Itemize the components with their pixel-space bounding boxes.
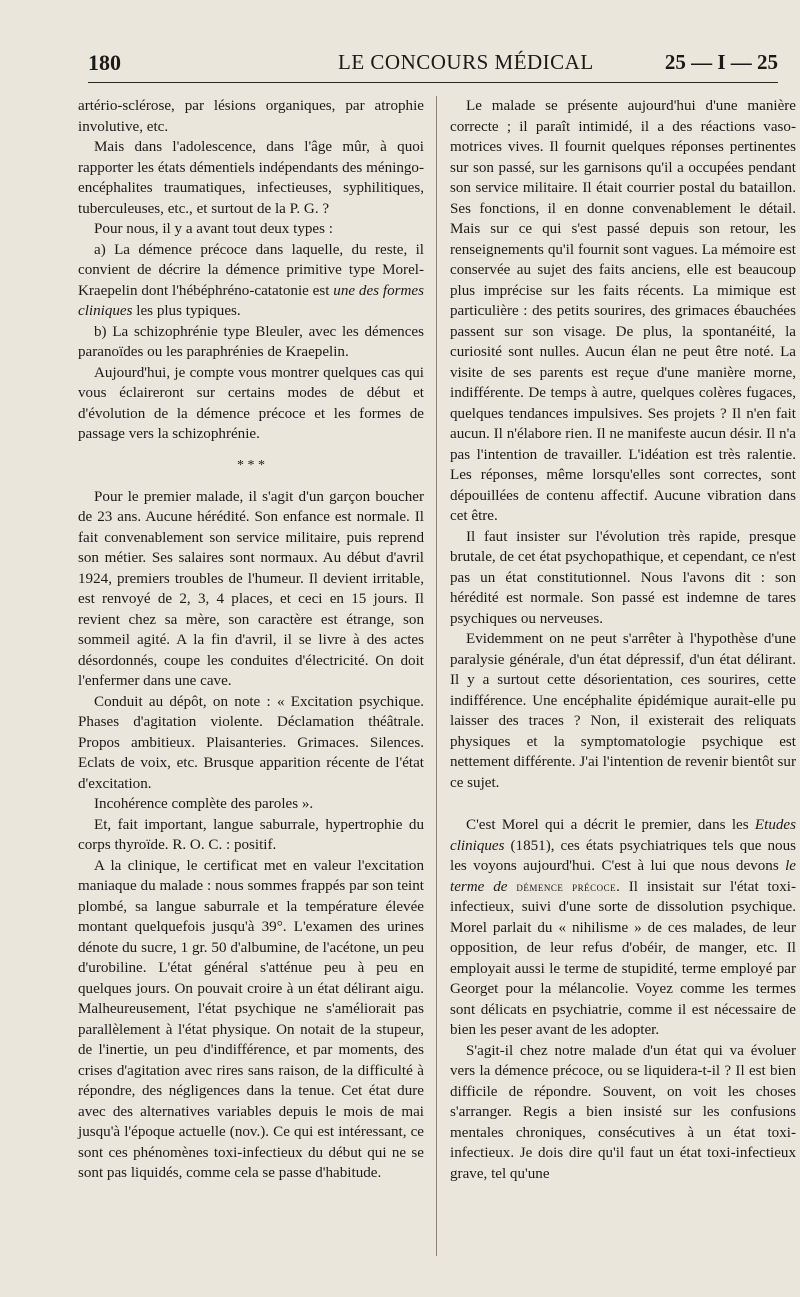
- paragraph: Pour nous, il y a avant tout deux types :: [94, 221, 333, 237]
- page-header: [88, 48, 778, 83]
- left-column: [78, 96, 424, 1184]
- section-separator: * * *: [237, 457, 265, 473]
- paragraph: Mais dans l'adolescence, dans l'âge mûr, à quoi rapporter les états démentiels indépendants des méningo-encéphalites traumatiques, infectieuses, syphilitiques, tuberculeuses, etc., et surtout de la P. G. ?: [78, 139, 424, 217]
- paragraph: Conduit au dépôt, on note : « Excitation psychique. Phases d'agitation violente. Déclamation théâtrale. Propos ambitieux. Plaisanteries. Grimaces. Silences. Eclats de voix, etc. Brusque apparition récente de l'état d'excitation.: [78, 693, 424, 792]
- paragraph: Le malade se présente aujourd'hui d'une manière correcte ; il paraît intimidé, il a des réactions vaso-motrices vives. Il fournit quelques réponses pertinentes sur son passé, sur les garnisons qu'il a occupées pendant son service militaire. Il était courrier postal du bataillon. Ses fonctions, il en donne convenablement le détail. Mais sur ce qui s'est passé depuis son retour, les renseignements qu'il fournit sont vagues. La mémoire est conservée au sujet des faits anciens, elle est beaucoup plus imprécise sur les faits récents. La mimique est particulière : des petits sourires, des grimaces ébauchées passent sur son visage. De plus, la spontanéité, la curiosité sont nulles. Aucun élan ne peut être noté. La visite de ses parents est reçue d'une manière morne, indifférente. De temps à autre, quelques colères fugaces, quelques tendances impulsives. Ses projets ? Il n'en fait aucun. Il n'élabore rien. Il ne manifeste aucun désir. Il n'a pas l'intention de travailler. L'idéation est très ralentie. Les réponses, même lorsqu'elles sont correctes, sont dépouillées de contenu affectif. Aucune vibration dans cet être.: [450, 98, 796, 524]
- paragraph: b) La schizophrénie type Bleuler, avec les démences paranoïdes ou les paraphrénies de Kraepelin.: [78, 323, 424, 360]
- journal-title: LE CONCOURS MÉDICAL: [338, 50, 594, 74]
- page-number: 180: [88, 50, 121, 75]
- paragraph: S'agit-il chez notre malade d'un état qui va évoluer vers la démence précoce, ou se liquidera-t-il ? Il est bien difficile de répondre. Souvent, on voit les choses s'arranger. Regis a bien insisté sur les confusions mentales chroniques, consécutives à un état toxi-infectieux. Je dois dire qu'il faut un état toxi-infectieux grave, tel qu'une: [450, 1042, 796, 1182]
- paragraph: a) La démence précoce dans laquelle, du reste, il convient de décrire la démence primitive type Morel-Kraepelin dont l'hébéphréno-catatonie est une des formes cliniques les plus typiques.: [78, 241, 424, 319]
- paragraph: Incohérence complète des paroles ».: [94, 796, 314, 812]
- paragraph: artério-sclérose, par lésions organiques, par atrophie involutive, etc.: [78, 98, 424, 135]
- issue-date: 25 — I — 25: [664, 50, 778, 74]
- paragraph: Aujourd'hui, je compte vous montrer quelques cas qui vous éclaireront sur certains modes de début et d'évolution de la démence précoce et les formes de passage vers la schizophrénie.: [78, 364, 424, 442]
- paragraph: C'est Morel qui a décrit le premier, dans les Etudes cliniques (1851), ces états psychiatriques tels que nous les voyons aujourd'hui. C'est à lui que nous devons le terme de démence précoce. Il insistait sur l'état toxi-infectieux, suivi d'une sorte de dissolution psychique. Morel parlait du « nihilisme » de ces malades, de leur opposition, de leur refus d'obéir, de manger, etc. Il employait aussi le terme de stupidité, terme employé par Georget pour la mélancolie. Voyez comme les termes sont délicats en psychiatrie, comme il est nécessaire de bien les peser avant de les adopter.: [450, 817, 796, 1038]
- paragraph: Pour le premier malade, il s'agit d'un garçon boucher de 23 ans. Aucune hérédité. Son enfance est normale. Il fait convenablement son service militaire, puis reprend son métier. Ses salaires sont normaux. Au début d'avril 1924, premiers troubles de l'humeur. Il devient irritable, est renvoyé de 2, 3, 4 places, et ceci en 15 jours. Il revient chez sa mère, son caractère est étrange, son sommeil agité. A la fin d'avril, il se livre à des actes désordonnés, coupe les conduites d'électricité. On doit l'enfermer dans une cave.: [78, 488, 424, 689]
- right-column: [450, 96, 796, 1184]
- paragraph: Il faut insister sur l'évolution très rapide, presque brutale, de cet état psychopathique, et cependant, ce n'est pas un état constitutionnel. Nous l'avons dit : son hérédité est normale. Son passé est indemne de tares psychiques ou nerveuses.: [450, 528, 796, 627]
- paragraph: Et, fait important, langue saburrale, hypertrophie du corps thyroïde. R. O. C. : positif.: [78, 816, 424, 853]
- paragraph: Evidemment on ne peut s'arrêter à l'hypothèse d'une paralysie générale, d'un état dépressif, d'un état délirant. Il y a surtout cette désorientation, ces sourires, cette indifférence. Une encéphalite épidémique aurait-elle pu laisser des traces ? Non, il existerait des reliquats physiques et la symptomatologie psychique est nettement différente. J'ai l'intention de revenir bientôt sur ce sujet.: [450, 631, 796, 791]
- paragraph: A la clinique, le certificat met en valeur l'excitation maniaque du malade : nous sommes frappés par son teint plombé, sa langue saburrale et la température élevée montant quelquefois jusqu'à 39°. L'examen des urines dénote du sucre, 1 gr. 50 d'albumine, de l'acétone, un peu d'urobiline. L'état général s'atténue peu à peu en quelques jours. On pouvait croire à un état délirant aigu. Malheureusement, l'état psychique ne s'améliorait pas parallèlement à l'état physique. On notait de la stupeur, de l'inertie, un peu d'indifférence, et par moments, des crises d'agitation avec rires sans raison, de la difficulté à répondre, des négligences dans la tenue. Cet état dure avec des alternatives variables depuis le mois de mai jusqu'à l'époque actuelle (nov.). Ce qui est intéressant, ce sont ces phénomènes toxi-infectieux du début qui ne se sont pas liquidés, comme cela se passe d'habitude.: [78, 857, 424, 1181]
- column-divider: [436, 96, 437, 1256]
